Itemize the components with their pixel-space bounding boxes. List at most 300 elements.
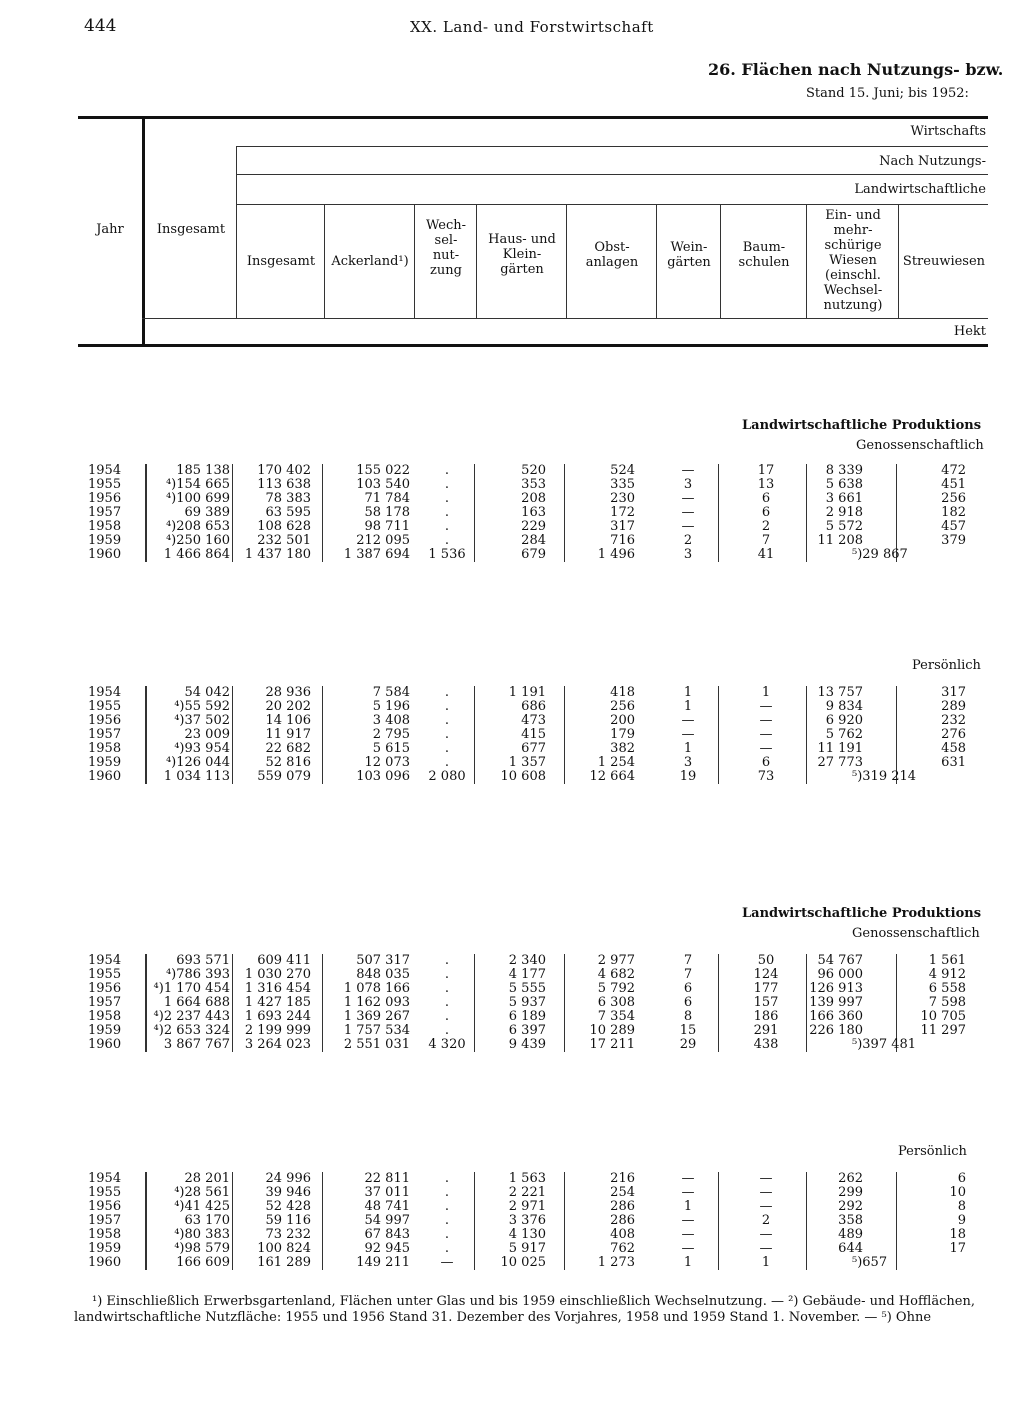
- cell-weingaerten: 6: [683, 981, 693, 996]
- cell-obstanlagen: 172: [610, 505, 635, 520]
- cell-weingaerten: 1: [683, 1255, 693, 1270]
- cell-baumschulen: 186: [753, 1009, 779, 1024]
- cell-jahr: 1960: [88, 769, 122, 784]
- cell-jahr: 1959: [88, 533, 122, 548]
- table-row: [0, 1010, 1024, 1024]
- cell-insgesamt: ⁴)786 393: [165, 967, 230, 982]
- cell-ackerland: 1 162 093: [343, 995, 410, 1010]
- cell-streuwiesen: 18: [949, 1227, 966, 1242]
- cell-wechselnutzung: .: [444, 741, 450, 756]
- cell-streuwiesen: 8: [957, 1199, 966, 1214]
- running-title: XX. Land- und Forstwirtschaft: [410, 18, 654, 36]
- table-row: [0, 1256, 1024, 1270]
- cell-baumschulen: 2: [761, 1213, 771, 1228]
- cell-jahr: 1955: [88, 699, 122, 714]
- cell-weingaerten: 15: [679, 1023, 697, 1038]
- cell-jahr: 1956: [88, 491, 122, 506]
- cell-hausgaerten: 208: [521, 491, 546, 506]
- cell-hausgaerten: 2 971: [508, 1199, 546, 1214]
- cell-baumschulen: 6: [761, 491, 771, 506]
- cell-streuwiesen: 1 561: [928, 953, 966, 968]
- cell-wechselnutzung: .: [444, 755, 450, 770]
- cell-baumschulen: 13: [757, 477, 775, 492]
- cell-ackerland: 1 387 694: [343, 547, 410, 562]
- cell-jahr: 1959: [88, 755, 122, 770]
- table-row: [0, 700, 1024, 714]
- cell-weingaerten: —: [681, 519, 695, 534]
- cell-ackerland: 7 584: [372, 685, 410, 700]
- table-row: [0, 1228, 1024, 1242]
- cell-streuwiesen: 17: [949, 1241, 966, 1256]
- cell-streuwiesen: 317: [941, 685, 966, 700]
- cell-jahr: 1954: [88, 685, 122, 700]
- cell-obstanlagen: 7 354: [597, 1009, 635, 1024]
- cell-weingaerten: —: [681, 1227, 695, 1242]
- cell-ln-insgesamt: 1 437 180: [244, 547, 311, 562]
- cell-obstanlagen: 200: [610, 713, 635, 728]
- cell-baumschulen: 2: [761, 519, 771, 534]
- cell-insgesamt: ⁴)126 044: [165, 755, 230, 770]
- cell-jahr: 1956: [88, 713, 122, 728]
- header-group-wirtschafts: Wirtschafts: [910, 124, 986, 139]
- cell-baumschulen: 6: [761, 755, 771, 770]
- cell-baumschulen: 438: [753, 1037, 779, 1052]
- cell-ln-insgesamt: 52 428: [265, 1199, 311, 1214]
- cell-obstanlagen: 5 792: [597, 981, 635, 996]
- cell-ackerland: 22 811: [364, 1171, 410, 1186]
- cell-ln-insgesamt: 14 106: [265, 713, 311, 728]
- cell-ackerland: 5 196: [372, 699, 410, 714]
- cell-jahr: 1959: [88, 1241, 122, 1256]
- cell-weingaerten: —: [681, 491, 695, 506]
- cell-wechselnutzung: .: [444, 981, 450, 996]
- cell-wiesen: 11 208: [817, 533, 863, 548]
- table-row: [0, 464, 1024, 478]
- cell-baumschulen: —: [759, 1241, 773, 1256]
- cell-ackerland: 37 011: [364, 1185, 410, 1200]
- cell-ln-insgesamt: 20 202: [265, 699, 311, 714]
- cell-insgesamt: 1 466 864: [163, 547, 230, 562]
- cell-jahr: 1960: [88, 1037, 122, 1052]
- cell-wiesen: 27 773: [817, 755, 863, 770]
- cell-insgesamt: 1 664 688: [163, 995, 230, 1010]
- cell-obstanlagen: 286: [610, 1213, 635, 1228]
- cell-streuwiesen: 451: [941, 477, 966, 492]
- cell-wechselnutzung: .: [444, 727, 450, 742]
- cell-wiesen: 6 920: [825, 713, 863, 728]
- header-wiesen: Ein- und mehr- schürige Wiesen (einschl. Wechsel- nutzung): [823, 208, 883, 313]
- cell-baumschulen: 157: [753, 995, 779, 1010]
- cell-baumschulen: 1: [761, 685, 771, 700]
- cell-ackerland: 507 317: [356, 953, 410, 968]
- cell-hausgaerten: 473: [521, 713, 546, 728]
- cell-ackerland: 103 096: [356, 769, 410, 784]
- table-row: [0, 548, 1024, 562]
- cell-hausgaerten: 4 177: [508, 967, 546, 982]
- table-row: [0, 728, 1024, 742]
- cell-jahr: 1960: [88, 547, 122, 562]
- cell-weingaerten: 19: [679, 769, 697, 784]
- cell-insgesamt: 166 609: [176, 1255, 230, 1270]
- cell-ln-insgesamt: 22 682: [265, 741, 311, 756]
- cell-hausgaerten: 10 608: [500, 769, 546, 784]
- cell-obstanlagen: 335: [610, 477, 635, 492]
- cell-streuwiesen: 10: [949, 1185, 966, 1200]
- cell-jahr: 1959: [88, 1023, 122, 1038]
- cell-weingaerten: 1: [683, 699, 693, 714]
- table-row: [0, 742, 1024, 756]
- cell-jahr: 1957: [88, 1213, 122, 1228]
- cell-wiesen: 489: [838, 1227, 863, 1242]
- cell-streuwiesen: 182: [941, 505, 966, 520]
- cell-jahr: 1958: [88, 1009, 122, 1024]
- cell-hausgaerten: 5 917: [508, 1241, 546, 1256]
- cell-hausgaerten: 415: [521, 727, 546, 742]
- cell-wiesen: 139 997: [809, 995, 863, 1010]
- cell-insgesamt: 63 170: [184, 1213, 230, 1228]
- table-row: [0, 954, 1024, 968]
- cell-wechselnutzung: .: [444, 953, 450, 968]
- header-ackerland: Ackerland¹): [331, 254, 409, 269]
- cell-weingaerten: 8: [683, 1009, 693, 1024]
- header-hausgaerten: Haus- und Klein- gärten: [488, 232, 556, 277]
- cell-obstanlagen: 524: [610, 463, 635, 478]
- cell-jahr: 1956: [88, 1199, 122, 1214]
- section-3-title: Landwirtschaftliche Produktions: [742, 906, 982, 921]
- cell-ln-insgesamt: 24 996: [265, 1171, 311, 1186]
- cell-streuwiesen: 11 297: [920, 1023, 966, 1038]
- cell-wiesen: ⁵)319 214: [852, 769, 917, 784]
- cell-jahr: 1957: [88, 727, 122, 742]
- cell-wiesen: ⁵)657: [852, 1255, 888, 1270]
- cell-weingaerten: —: [681, 1241, 695, 1256]
- cell-streuwiesen: 6: [957, 1171, 966, 1186]
- cell-ln-insgesamt: 3 264 023: [244, 1037, 311, 1052]
- section-1-subtitle: Genossenschaftlich: [856, 438, 984, 453]
- cell-obstanlagen: 179: [610, 727, 635, 742]
- table-row: [0, 714, 1024, 728]
- cell-hausgaerten: 1 563: [508, 1171, 546, 1186]
- cell-weingaerten: —: [681, 1213, 695, 1228]
- cell-ln-insgesamt: 559 079: [257, 769, 311, 784]
- cell-ackerland: 155 022: [356, 463, 410, 478]
- cell-weingaerten: 7: [683, 953, 693, 968]
- table-row: [0, 968, 1024, 982]
- cell-insgesamt: ⁴)2 653 324: [153, 1023, 230, 1038]
- cell-streuwiesen: 631: [941, 755, 966, 770]
- cell-ackerland: 103 540: [356, 477, 410, 492]
- table-row: [0, 756, 1024, 770]
- cell-insgesamt: ⁴)55 592: [174, 699, 230, 714]
- cell-ln-insgesamt: 59 116: [265, 1213, 311, 1228]
- cell-hausgaerten: 284: [521, 533, 546, 548]
- cell-ackerland: 48 741: [364, 1199, 410, 1214]
- cell-weingaerten: 3: [683, 477, 693, 492]
- cell-wiesen: 262: [838, 1171, 863, 1186]
- cell-wechselnutzung: .: [444, 699, 450, 714]
- cell-ackerland: 92 945: [364, 1241, 410, 1256]
- cell-obstanlagen: 408: [610, 1227, 635, 1242]
- cell-wechselnutzung: .: [444, 1227, 450, 1242]
- cell-ackerland: 2 795: [372, 727, 410, 742]
- header-jahr: Jahr: [96, 222, 124, 237]
- cell-baumschulen: —: [759, 727, 773, 742]
- cell-jahr: 1954: [88, 953, 122, 968]
- cell-wiesen: 2 918: [825, 505, 863, 520]
- cell-baumschulen: —: [759, 713, 773, 728]
- cell-ln-insgesamt: 11 917: [265, 727, 311, 742]
- cell-obstanlagen: 2 977: [597, 953, 635, 968]
- cell-jahr: 1958: [88, 741, 122, 756]
- table-row: [0, 1242, 1024, 1256]
- cell-ackerland: 1 369 267: [343, 1009, 410, 1024]
- cell-streuwiesen: 4 912: [928, 967, 966, 982]
- cell-wiesen: 13 757: [817, 685, 863, 700]
- cell-obstanlagen: 1 496: [597, 547, 635, 562]
- cell-hausgaerten: 163: [521, 505, 546, 520]
- cell-baumschulen: —: [759, 1171, 773, 1186]
- cell-insgesamt: ⁴)80 383: [174, 1227, 230, 1242]
- table-row: [0, 492, 1024, 506]
- cell-wiesen: 299: [838, 1185, 863, 1200]
- cell-insgesamt: ⁴)208 653: [165, 519, 230, 534]
- table-row: [0, 770, 1024, 784]
- cell-ackerland: 848 035: [356, 967, 410, 982]
- cell-baumschulen: 50: [757, 953, 775, 968]
- cell-ackerland: 71 784: [364, 491, 410, 506]
- cell-ln-insgesamt: 2 199 999: [244, 1023, 311, 1038]
- cell-wechselnutzung: .: [444, 463, 450, 478]
- cell-wechselnutzung: 4 320: [428, 1037, 466, 1052]
- cell-baumschulen: —: [759, 699, 773, 714]
- cell-obstanlagen: 6 308: [597, 995, 635, 1010]
- page-number: 444: [84, 16, 117, 36]
- cell-weingaerten: —: [681, 727, 695, 742]
- header-baumschulen: Baum- schulen: [738, 240, 790, 270]
- table-row: [0, 686, 1024, 700]
- cell-obstanlagen: 4 682: [597, 967, 635, 982]
- cell-wechselnutzung: .: [444, 685, 450, 700]
- cell-jahr: 1960: [88, 1255, 122, 1270]
- cell-obstanlagen: 716: [610, 533, 635, 548]
- cell-streuwiesen: 232: [941, 713, 966, 728]
- cell-ackerland: 212 095: [356, 533, 410, 548]
- cell-baumschulen: 17: [757, 463, 775, 478]
- cell-weingaerten: 29: [679, 1037, 697, 1052]
- cell-wechselnutzung: .: [444, 967, 450, 982]
- cell-insgesamt: 69 389: [184, 505, 230, 520]
- cell-weingaerten: 1: [683, 741, 693, 756]
- cell-ln-insgesamt: 39 946: [265, 1185, 311, 1200]
- cell-ackerland: 67 843: [364, 1227, 410, 1242]
- cell-wiesen: ⁵)29 867: [852, 547, 908, 562]
- cell-ln-insgesamt: 108 628: [257, 519, 311, 534]
- cell-wiesen: 3 661: [825, 491, 863, 506]
- table-subtitle: Stand 15. Juni; bis 1952:: [806, 86, 969, 101]
- cell-ln-insgesamt: 73 232: [265, 1227, 311, 1242]
- table-row: [0, 1200, 1024, 1214]
- cell-ln-insgesamt: 161 289: [257, 1255, 311, 1270]
- cell-obstanlagen: 10 289: [589, 1023, 635, 1038]
- cell-hausgaerten: 6 189: [508, 1009, 546, 1024]
- cell-insgesamt: 693 571: [176, 953, 230, 968]
- cell-obstanlagen: 1 273: [597, 1255, 635, 1270]
- cell-ln-insgesamt: 1 693 244: [244, 1009, 311, 1024]
- cell-hausgaerten: 9 439: [508, 1037, 546, 1052]
- cell-hausgaerten: 1 357: [508, 755, 546, 770]
- cell-ln-insgesamt: 232 501: [257, 533, 311, 548]
- cell-wiesen: 5 638: [825, 477, 863, 492]
- cell-ackerland: 1 078 166: [343, 981, 410, 996]
- cell-weingaerten: 3: [683, 755, 693, 770]
- cell-ackerland: 149 211: [356, 1255, 410, 1270]
- header-insgesamt: Insgesamt: [156, 222, 226, 237]
- cell-hausgaerten: 677: [521, 741, 546, 756]
- cell-wechselnutzung: .: [444, 1199, 450, 1214]
- cell-ln-insgesamt: 1 316 454: [244, 981, 311, 996]
- cell-ln-insgesamt: 63 595: [265, 505, 311, 520]
- cell-wiesen: 292: [838, 1199, 863, 1214]
- cell-jahr: 1956: [88, 981, 122, 996]
- cell-ackerland: 3 408: [372, 713, 410, 728]
- cell-obstanlagen: 17 211: [589, 1037, 635, 1052]
- cell-weingaerten: 3: [683, 547, 693, 562]
- cell-jahr: 1958: [88, 519, 122, 534]
- header-group-nutzung: Nach Nutzungs-: [879, 154, 986, 169]
- cell-insgesamt: ⁴)41 425: [174, 1199, 230, 1214]
- section-4-subtitle: Persönlich: [898, 1144, 967, 1159]
- cell-streuwiesen: 7 598: [928, 995, 966, 1010]
- cell-insgesamt: 28 201: [184, 1171, 230, 1186]
- cell-weingaerten: 2: [683, 533, 693, 548]
- cell-baumschulen: —: [759, 1199, 773, 1214]
- cell-jahr: 1955: [88, 967, 122, 982]
- cell-baumschulen: 177: [753, 981, 779, 996]
- cell-hausgaerten: 679: [521, 547, 546, 562]
- cell-weingaerten: —: [681, 463, 695, 478]
- header-wechselnutzung: Wech- sel- nut- zung: [425, 218, 467, 278]
- cell-wiesen: 226 180: [809, 1023, 863, 1038]
- header-group-landwirtschaftliche: Landwirtschaftliche: [854, 182, 986, 197]
- cell-ln-insgesamt: 100 824: [257, 1241, 311, 1256]
- cell-obstanlagen: 317: [610, 519, 635, 534]
- cell-insgesamt: ⁴)98 579: [174, 1241, 230, 1256]
- cell-jahr: 1955: [88, 1185, 122, 1200]
- table-row: [0, 996, 1024, 1010]
- header-streuwiesen: Streuwiesen: [902, 254, 986, 269]
- cell-ackerland: 5 615: [372, 741, 410, 756]
- table-row: [0, 520, 1024, 534]
- cell-hausgaerten: 6 397: [508, 1023, 546, 1038]
- table-title: 26. Flächen nach Nutzungs- bzw.: [708, 60, 1004, 79]
- header-unit: Hekt: [953, 324, 986, 339]
- cell-wiesen: 11 191: [817, 741, 863, 756]
- cell-weingaerten: —: [681, 1185, 695, 1200]
- cell-jahr: 1954: [88, 1171, 122, 1186]
- cell-wiesen: 5 762: [825, 727, 863, 742]
- cell-ackerland: 98 711: [364, 519, 410, 534]
- cell-wechselnutzung: .: [444, 1185, 450, 1200]
- cell-wechselnutzung: .: [444, 1023, 450, 1038]
- cell-wechselnutzung: .: [444, 713, 450, 728]
- table-row: [0, 1172, 1024, 1186]
- cell-insgesamt: ⁴)1 170 454: [153, 981, 230, 996]
- cell-insgesamt: ⁴)37 502: [174, 713, 230, 728]
- cell-insgesamt: ⁴)154 665: [165, 477, 230, 492]
- cell-streuwiesen: 276: [941, 727, 966, 742]
- cell-baumschulen: 1: [761, 1255, 771, 1270]
- cell-streuwiesen: 10 705: [920, 1009, 966, 1024]
- table-row: [0, 506, 1024, 520]
- cell-weingaerten: —: [681, 1171, 695, 1186]
- cell-streuwiesen: 379: [941, 533, 966, 548]
- cell-hausgaerten: 1 191: [508, 685, 546, 700]
- cell-weingaerten: —: [681, 713, 695, 728]
- cell-insgesamt: ⁴)28 561: [174, 1185, 230, 1200]
- cell-wiesen: ⁵)397 481: [852, 1037, 917, 1052]
- cell-obstanlagen: 418: [610, 685, 635, 700]
- cell-wiesen: 166 360: [809, 1009, 863, 1024]
- cell-ln-insgesamt: 52 816: [265, 755, 311, 770]
- cell-insgesamt: 3 867 767: [163, 1037, 230, 1052]
- cell-obstanlagen: 286: [610, 1199, 635, 1214]
- cell-insgesamt: 185 138: [176, 463, 230, 478]
- cell-hausgaerten: 5 555: [508, 981, 546, 996]
- section-3-subtitle: Genossenschaftlich: [852, 926, 980, 941]
- cell-ackerland: 12 073: [364, 755, 410, 770]
- table-row: [0, 478, 1024, 492]
- cell-insgesamt: 54 042: [184, 685, 230, 700]
- cell-baumschulen: —: [759, 1227, 773, 1242]
- cell-hausgaerten: 2 340: [508, 953, 546, 968]
- header-obstanlagen: Obst- anlagen: [585, 240, 639, 270]
- table-row: [0, 1024, 1024, 1038]
- cell-ackerland: 2 551 031: [343, 1037, 410, 1052]
- cell-baumschulen: —: [759, 1185, 773, 1200]
- cell-ln-insgesamt: 609 411: [257, 953, 311, 968]
- cell-weingaerten: —: [681, 505, 695, 520]
- cell-wiesen: 8 339: [825, 463, 863, 478]
- cell-hausgaerten: 520: [521, 463, 546, 478]
- cell-jahr: 1955: [88, 477, 122, 492]
- cell-wiesen: 96 000: [817, 967, 863, 982]
- cell-baumschulen: 7: [761, 533, 771, 548]
- cell-wechselnutzung: .: [444, 477, 450, 492]
- cell-obstanlagen: 382: [610, 741, 635, 756]
- cell-insgesamt: 23 009: [184, 727, 230, 742]
- cell-hausgaerten: 229: [521, 519, 546, 534]
- cell-baumschulen: 291: [753, 1023, 779, 1038]
- cell-baumschulen: 6: [761, 505, 771, 520]
- cell-obstanlagen: 256: [610, 699, 635, 714]
- cell-insgesamt: ⁴)250 160: [165, 533, 230, 548]
- cell-baumschulen: 73: [757, 769, 775, 784]
- cell-obstanlagen: 230: [610, 491, 635, 506]
- cell-baumschulen: —: [759, 741, 773, 756]
- cell-streuwiesen: 457: [941, 519, 966, 534]
- cell-wechselnutzung: .: [444, 995, 450, 1010]
- cell-obstanlagen: 216: [610, 1171, 635, 1186]
- cell-wechselnutzung: .: [444, 533, 450, 548]
- cell-obstanlagen: 12 664: [589, 769, 635, 784]
- cell-ln-insgesamt: 1 427 185: [244, 995, 311, 1010]
- cell-jahr: 1954: [88, 463, 122, 478]
- cell-wechselnutzung: .: [444, 519, 450, 534]
- cell-wechselnutzung: .: [444, 1171, 450, 1186]
- cell-hausgaerten: 353: [521, 477, 546, 492]
- table-row: [0, 1186, 1024, 1200]
- cell-weingaerten: 1: [683, 685, 693, 700]
